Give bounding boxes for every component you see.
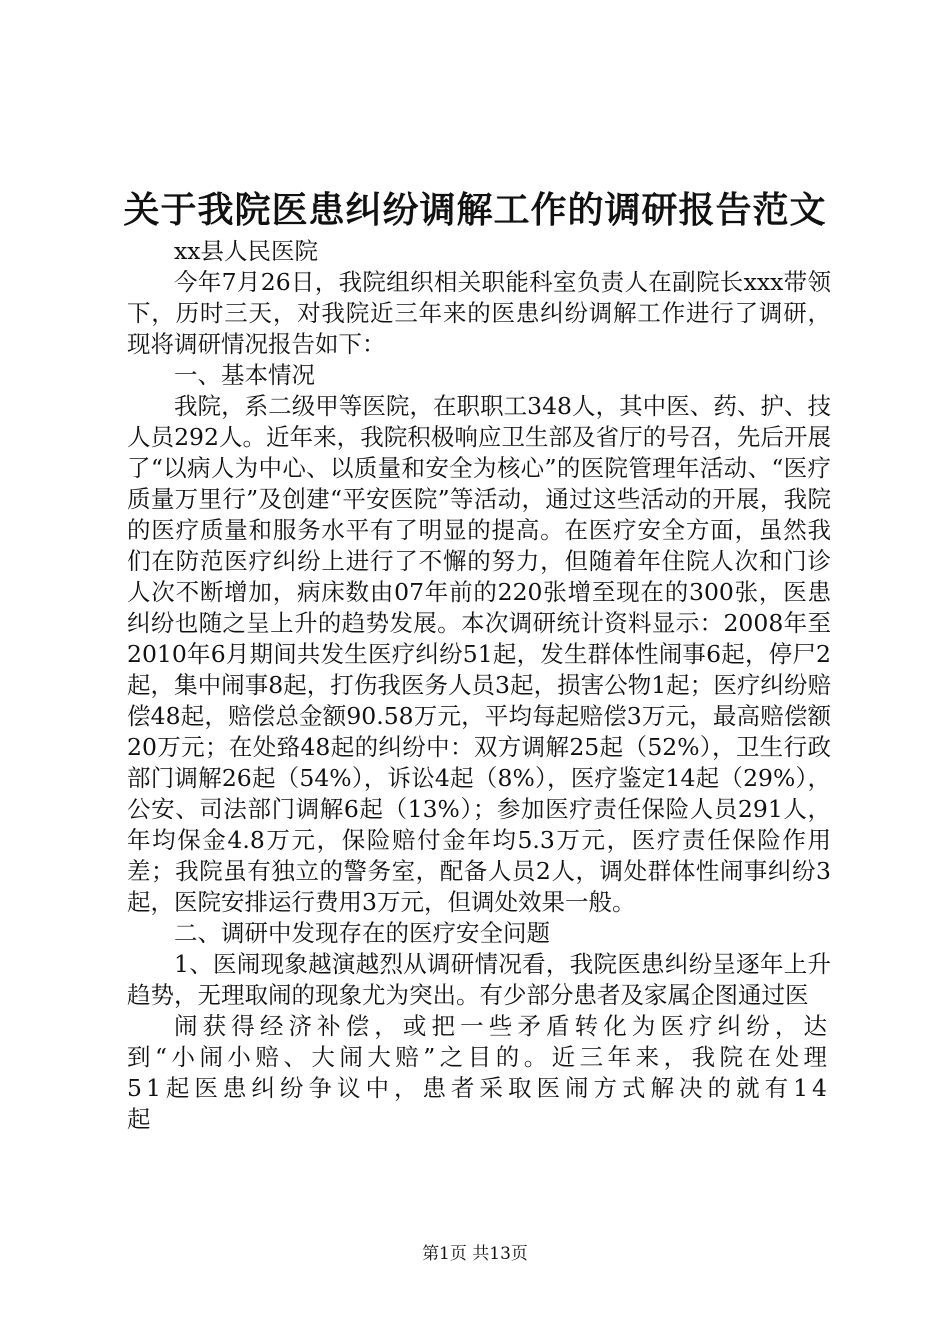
section-2-item-1: 1、医闹现象越演越烈从调研情况看，我院医患纠纷呈逐年上升趋势，无理取闹的现象尤为突出。有少部分患者及家属企图通过医 xyxy=(127,950,831,1009)
section-1-heading: 一、基本情况 xyxy=(174,361,315,389)
document-title: 关于我院医患纠纷调解工作的调研报告范文 xyxy=(123,189,827,231)
intro-paragraph: 今年7月26日，我院组织相关职能科室负责人在副院长xxx带领下，历时三天，对我院近三年来的医患纠纷调解工作进行了调研，现将调研情况报告如下： xyxy=(127,268,831,358)
section-1-paragraph: 我院，系二级甲等医院，在职职工348人，其中医、药、护、技人员292人。近年来，我院积极响应卫生部及省厅的号召，先后开展了“以病人为中心、以质量和安全为核心”的医院管理年活动、“医疗质量万里行”及创建“平安医院”等活动，通过这些活动的开展，我院的医疗质量和服务水平有了明显的提高。在医疗安全方面，虽然我们在防范医疗纠纷上进行了不懈的努力，但随着年住院人次和门诊人次不断增加，病床数由07年前的220张增至现在的300张，医患纠纷也随之呈上升的趋势发展。本次调研统计资料显示：2008年至2010年6月期间共发生医疗纠纷51起，发生群体性闹事6起，停尸2起，集中闹事8起，打伤我医务人员3起，损害公物1起；医疗纠纷赔偿48起，赔偿总金额90.58万元，平均每起赔偿3万元，最高赔偿额20万元；在处臵48起的纠纷中：双方调解25起（52%），卫生行政部门调解26起（54%），诉讼4起（8%），医疗鉴定14起（29%），公安、司法部门调解6起（13%）；参加医疗责任保险人员291人，年均保金4.8万元，保险赔付金年均5.3万元，医疗责任保险作用差；我院虽有独立的警务室，配备人员2人，调处群体性闹事纠纷3起，医院安排运行费用3万元，但调处效果一般。 xyxy=(127,392,831,916)
section-2-heading: 二、调研中发现存在的医疗安全问题 xyxy=(174,919,550,947)
page-number-footer: 第1页 共13页 xyxy=(422,1244,528,1264)
document-body xyxy=(127,236,831,1135)
organization-line: xx县人民医院 xyxy=(174,237,319,265)
section-2-item-1-continued: 闹获得经济补偿，或把一些矛盾转化为医疗纠纷，达到“小闹小赔、大闹大赔”之目的。近三年来，我院在处理51起医患纠纷争议中，患者采取医闹方式解决的就有14起 xyxy=(127,1012,831,1133)
